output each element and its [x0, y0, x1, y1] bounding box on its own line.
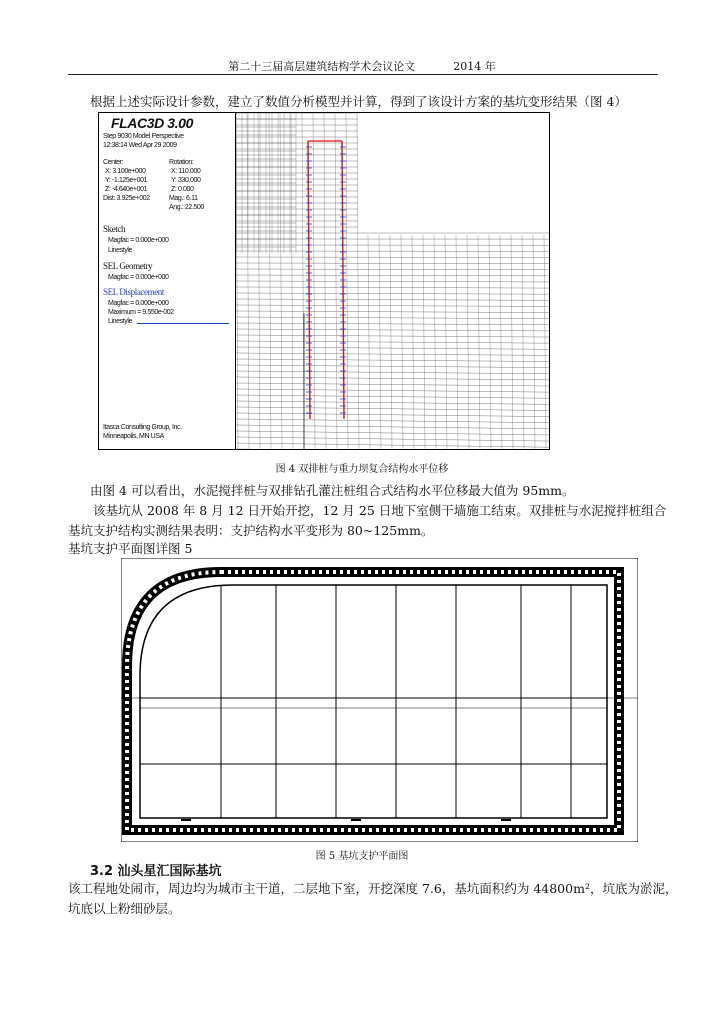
header-year: 2014 年 [453, 60, 496, 73]
paragraph-result: 由图 4 可以看出，水泥搅拌桩与双排钻孔灌注桩组合式结构水平位移最大值为 95mm。 [90, 483, 575, 498]
plan-support-wall [127, 572, 619, 830]
mesh-line [313, 113, 315, 449]
flac3d-seld-maximum: Maximum = 9.550e-002 [108, 309, 174, 316]
flac3d-rot-y: Y: 330.000 [171, 177, 201, 184]
mesh-line [236, 365, 549, 368]
mesh-line [533, 235, 535, 449]
mesh-line [236, 407, 549, 410]
flac3d-linestyle-swatch [137, 323, 229, 324]
flac3d-center-y: Y: -1.125e+001 [105, 177, 148, 184]
mesh-line [236, 263, 549, 264]
flac3d-title: FLAC3D 3.00 [111, 115, 193, 131]
mesh-line [236, 389, 549, 392]
mesh-line [500, 235, 502, 449]
mesh-line [236, 293, 549, 294]
mesh-line [522, 235, 524, 449]
section-heading: 3.2 汕头星汇国际基坑 [90, 864, 222, 879]
flac3d-seld-magfac: Magfac = 0.000e+000 [108, 300, 169, 307]
flac3d-seld-linestyle: Linestyle [108, 318, 133, 325]
mesh-line [346, 113, 348, 449]
mesh-line [236, 299, 549, 300]
mesh-line [236, 419, 549, 423]
mesh-line [236, 269, 549, 270]
mesh-line [236, 311, 549, 313]
mesh-line [236, 305, 549, 306]
mesh-line [236, 377, 549, 380]
mesh-line [467, 235, 469, 449]
mesh-line [324, 113, 326, 449]
flac3d-rotation-label: Rotation: [169, 159, 194, 166]
flac3d-rot-x: X: 110.000 [171, 168, 201, 175]
paragraph-monitoring-line2: 基坑支护结构实测结果表明：支护结构水平变形为 80~125mm。 [68, 523, 434, 538]
mesh-line [357, 113, 359, 449]
mesh-line [434, 235, 436, 449]
flac3d-selg-magfac: Magfac = 0.000e+000 [108, 274, 169, 281]
flac3d-sketch-magfac: Magfac = 0.000e+000 [108, 237, 169, 244]
mesh-line [236, 341, 549, 343]
mesh-line [423, 235, 425, 449]
mesh-line [236, 323, 549, 325]
plan-frame [121, 558, 638, 842]
figure-5-support-plan [121, 558, 638, 842]
flac3d-sel-displacement-label: SEL Displacement [103, 287, 164, 297]
mesh-line [544, 235, 546, 449]
flac3d-legend-panel [99, 113, 236, 449]
mesh-line [489, 235, 491, 449]
flac3d-rot-z: Z: 0.000 [171, 186, 194, 193]
mesh-line [236, 353, 549, 355]
mesh-line [236, 359, 549, 362]
mesh-line [236, 329, 549, 331]
flac3d-time: 12:38:14 Wed Apr 29 2009 [103, 142, 177, 149]
figure-5-caption: 图 5 基坑支护平面图 [315, 851, 409, 862]
mesh-line [236, 413, 549, 417]
flac3d-company: Itasca Consulting Group, Inc. [103, 424, 182, 431]
flac3d-center-z: Z: -4.640e+001 [105, 186, 148, 193]
flac3d-sel-geometry-label: SEL Geometry [103, 261, 153, 271]
header-title: 第二十三届高层建筑结构学术会议论文 [228, 60, 416, 73]
flac3d-mag: Mag.: 6.11 [169, 195, 198, 202]
paragraph-monitoring-line1: 该基坑从 2008 年 8 月 12 日开始开挖，12 月 25 日地下室侧干墙施工结束。双排桩与水泥搅拌桩组合 [93, 503, 667, 518]
flac3d-center-label: Center: [103, 159, 124, 166]
plan-inner-beam [140, 585, 607, 818]
plan-grid [121, 576, 638, 820]
flac3d-ang: Ang.: 22.500 [169, 204, 204, 211]
mesh-line [236, 335, 549, 337]
flac3d-sketch-linestyle: Linestyle [108, 247, 133, 254]
mesh-line [335, 113, 337, 449]
plan-pile-row [127, 572, 619, 830]
flac3d-mesh-view [236, 113, 549, 449]
page-header [0, 58, 724, 74]
flac3d-dist: Dist: 3.925e+002 [103, 195, 150, 202]
mesh-line [236, 287, 549, 288]
mesh-line [236, 347, 549, 349]
paragraph-project-line2: 坑底以上粉细砂层。 [68, 901, 181, 916]
mesh-line [236, 395, 549, 398]
mesh-line [236, 317, 549, 319]
paragraph-figure5-ref: 基坑支护平面图详图 5 [68, 541, 193, 556]
mesh-line [236, 383, 549, 386]
mesh-line [236, 425, 549, 429]
mesh-line [445, 235, 447, 449]
header-rule [68, 74, 658, 75]
flac3d-sketch-label: Sketch [103, 224, 126, 234]
paragraph-project-line1: 该工程地处闹市，周边均为城市主干道，二层地下室，开挖深度 7.6，基坑面积约为 44800m²，坑底为淤泥， [68, 881, 678, 896]
paragraph-intro: 根据上述实际设计参数，建立了数值分析模型并计算，得到了该设计方案的基坑变形结果（图 4） [90, 94, 627, 109]
figure-4-caption: 图 4 双排桩与重力坝复合结构水平位移 [275, 464, 449, 475]
mesh-line [236, 275, 549, 276]
mesh-line [456, 235, 458, 449]
mesh-line [478, 235, 480, 449]
mesh-line [412, 235, 414, 449]
figure-4-flac3d-model [98, 112, 550, 450]
mesh-line [236, 401, 549, 404]
mesh-line [236, 281, 549, 282]
mesh-line [236, 371, 549, 374]
flac3d-center-x: X: 3.100e+000 [105, 168, 146, 175]
mesh-line [511, 235, 513, 449]
flac3d-step: Step 9030 Model Perspective [103, 133, 184, 140]
mesh-line [236, 431, 549, 435]
flac3d-location: Minneapolis, MN USA [103, 433, 164, 440]
